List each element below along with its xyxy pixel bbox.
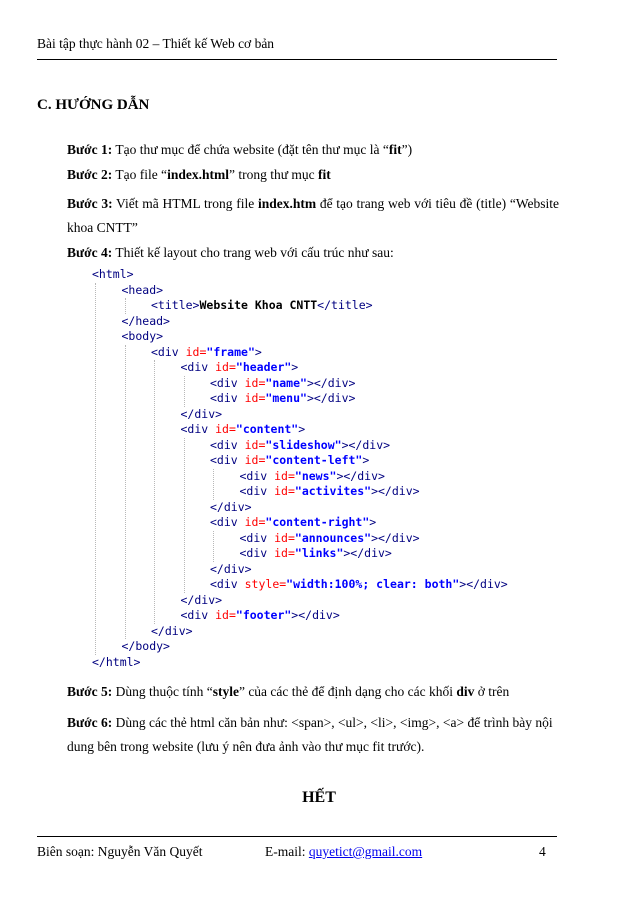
code-tag: > bbox=[362, 453, 370, 467]
code-tag: ></div> bbox=[459, 577, 508, 591]
code-line bbox=[92, 283, 508, 299]
code-attribute: id= bbox=[215, 608, 236, 622]
code-attribute: id= bbox=[244, 437, 266, 452]
code-tag: <div bbox=[210, 437, 245, 452]
code-tag: <div bbox=[210, 391, 245, 405]
step-4 bbox=[67, 241, 559, 265]
step-label: Bước 2: bbox=[67, 167, 113, 182]
code-value: "activites" bbox=[294, 484, 372, 498]
code-tag: ></div> bbox=[336, 468, 385, 483]
indent-guide bbox=[95, 283, 96, 655]
step-text: Viết mã HTML trong file bbox=[112, 196, 258, 211]
code-value: "announces" bbox=[294, 530, 372, 545]
step-label: Bước 3: bbox=[67, 196, 113, 211]
code-tag: </body> bbox=[121, 639, 170, 653]
step-2 bbox=[67, 163, 559, 187]
code-attribute: id= bbox=[244, 453, 266, 467]
code-tag: <div bbox=[210, 515, 245, 529]
code-tag: <div bbox=[239, 546, 275, 560]
code-block bbox=[92, 267, 508, 670]
step-text: Thiết kế layout cho trang web với cấu trúc như sau: bbox=[112, 245, 394, 260]
code-value: "news" bbox=[294, 468, 337, 483]
step-bold-text: style bbox=[212, 684, 239, 699]
code-tag: <div bbox=[151, 344, 186, 359]
step-label: Bước 6: bbox=[67, 715, 113, 730]
code-attribute: id= bbox=[215, 422, 236, 436]
code-value: "links" bbox=[294, 546, 344, 560]
code-tag: </title> bbox=[317, 298, 373, 312]
code-tag: <div bbox=[210, 375, 245, 390]
code-attribute: id= bbox=[185, 344, 207, 359]
code-tag: ></div> bbox=[343, 546, 392, 560]
step-label: Bước 1: bbox=[67, 142, 113, 157]
step-text: Tạo file “ bbox=[112, 167, 168, 182]
step-text: ”) bbox=[401, 142, 413, 157]
step-bold-text: fit bbox=[318, 167, 331, 182]
code-tag: <div bbox=[239, 530, 275, 545]
running-header: Bài tập thực hành 02 – Thiết kế Web cơ bản bbox=[37, 36, 275, 51]
code-attribute: id= bbox=[244, 391, 266, 405]
code-tag: > bbox=[298, 422, 306, 436]
step-text: Dùng các thẻ html căn bản như: <span>, <ul>, <li>, <img>, <a> để trình bày nội dung bên trong website (lưu ý nên đưa ảnh vào thư mục fit trước). bbox=[67, 715, 553, 754]
indent-guide bbox=[184, 376, 185, 407]
indent-guide bbox=[154, 360, 155, 624]
footer-divider bbox=[37, 836, 557, 837]
code-value: "frame" bbox=[206, 344, 255, 359]
code-attribute: id= bbox=[244, 375, 266, 390]
code-attribute: id= bbox=[274, 530, 295, 545]
end-marker: HẾT bbox=[302, 789, 336, 806]
header-divider bbox=[37, 59, 557, 60]
indent-guide bbox=[184, 438, 185, 593]
code-tag: <div bbox=[210, 577, 245, 591]
footer-email-label: E-mail: bbox=[265, 844, 309, 859]
code-tag: > bbox=[254, 344, 262, 359]
code-tag: </div> bbox=[180, 592, 223, 607]
indent-guide bbox=[213, 531, 214, 562]
code-line bbox=[92, 267, 508, 283]
code-tag: </html> bbox=[92, 654, 141, 669]
code-value: "width:100%; clear: both" bbox=[286, 577, 460, 591]
code-tag: </head> bbox=[121, 313, 170, 328]
code-tag: <div bbox=[180, 360, 216, 374]
section-title: C. HƯỚNG DẪN bbox=[37, 97, 150, 113]
code-value: "name" bbox=[265, 375, 307, 390]
indent-guide bbox=[213, 469, 214, 500]
code-value: "content-left" bbox=[265, 453, 363, 467]
step-6 bbox=[67, 711, 559, 759]
step-text: ” trong thư mục bbox=[228, 167, 319, 182]
step-bold-text: fit bbox=[388, 142, 402, 157]
code-tag: ></div> bbox=[306, 375, 356, 390]
step-bold-text: div bbox=[456, 684, 475, 699]
code-line bbox=[92, 329, 508, 345]
code-value: "content" bbox=[235, 422, 299, 436]
code-tag: > bbox=[369, 515, 377, 529]
code-value: "header" bbox=[235, 360, 292, 374]
page-number: 4 bbox=[539, 844, 546, 859]
code-tag: ></div> bbox=[371, 530, 420, 545]
step-bold-text: index.html bbox=[167, 167, 229, 182]
code-attribute: id= bbox=[274, 484, 295, 498]
code-tag: </div> bbox=[180, 406, 223, 421]
code-line bbox=[92, 345, 508, 361]
code-line bbox=[92, 639, 508, 655]
step-1 bbox=[67, 138, 559, 162]
step-5 bbox=[67, 680, 559, 704]
step-text: để tạo trang web với tiêu đề (title) “Website khoa CNTT” bbox=[67, 196, 559, 235]
code-tag: </div> bbox=[151, 623, 193, 638]
code-tag: ></div> bbox=[306, 391, 356, 405]
code-tag: </div> bbox=[210, 561, 252, 576]
code-value: "footer" bbox=[235, 608, 292, 622]
indent-guide bbox=[125, 298, 126, 314]
code-attribute: id= bbox=[215, 360, 236, 374]
code-line bbox=[92, 655, 508, 671]
code-tag: ></div> bbox=[371, 484, 420, 498]
code-tag: <div bbox=[239, 484, 275, 498]
step-text: ở trên bbox=[474, 684, 510, 699]
step-text: Tạo thư mục để chứa website (đặt tên thư mục là “ bbox=[112, 142, 389, 157]
footer-author: Biên soạn: Nguyễn Văn Quyết bbox=[37, 844, 203, 859]
step-label: Bước 5: bbox=[67, 684, 113, 699]
code-tag: <div bbox=[239, 468, 275, 483]
code-tag: <div bbox=[210, 453, 245, 467]
step-text: Dùng thuộc tính “ bbox=[112, 684, 213, 699]
code-tag: <html> bbox=[92, 267, 134, 281]
code-attribute: id= bbox=[244, 515, 266, 529]
email-link[interactable]: quyetict@gmail.com bbox=[308, 844, 423, 859]
code-tag: ></div> bbox=[291, 608, 340, 622]
code-tag: <div bbox=[180, 422, 216, 436]
code-value: "slideshow" bbox=[265, 437, 342, 452]
footer-email bbox=[265, 844, 422, 860]
code-attribute: id= bbox=[274, 468, 295, 483]
step-label: Bước 4: bbox=[67, 245, 113, 260]
code-line bbox=[92, 298, 508, 314]
code-tag: ></div> bbox=[341, 437, 391, 452]
code-value: "content-right" bbox=[265, 515, 370, 529]
step-3 bbox=[67, 192, 559, 240]
code-text: Website Khoa CNTT bbox=[199, 298, 318, 312]
code-tag: > bbox=[291, 360, 299, 374]
code-tag: <head> bbox=[121, 282, 164, 297]
code-line bbox=[92, 314, 508, 330]
code-attribute: id= bbox=[274, 546, 295, 560]
code-tag: </div> bbox=[210, 499, 252, 514]
code-tag: <div bbox=[180, 608, 216, 622]
code-tag: <title> bbox=[151, 298, 200, 312]
step-bold-text: index.htm bbox=[257, 196, 317, 211]
code-line bbox=[92, 624, 508, 640]
code-attribute: style= bbox=[244, 577, 287, 591]
code-tag: <body> bbox=[121, 329, 164, 343]
code-value: "menu" bbox=[265, 391, 307, 405]
indent-guide bbox=[125, 345, 126, 640]
step-text: ” của các thẻ để định dạng cho các khối bbox=[238, 684, 457, 699]
